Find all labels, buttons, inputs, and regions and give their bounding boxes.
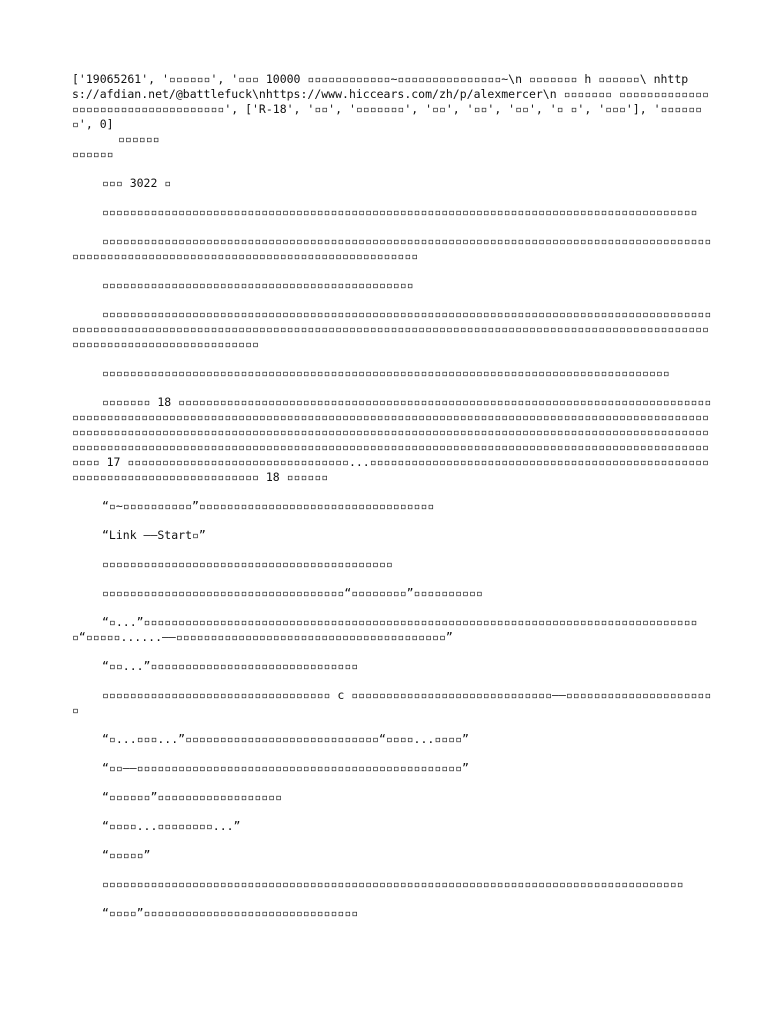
paragraph: ▫▫▫▫▫▫▫▫▫▫▫▫▫▫▫▫▫▫▫▫▫▫▫▫▫▫▫▫▫▫▫▫▫▫▫▫▫▫▫▫▫▫ <box>102 557 393 571</box>
document-author: ▫▫▫▫▫▫ <box>72 147 114 161</box>
paragraph: “▫▫——▫▫▫▫▫▫▫▫▫▫▫▫▫▫▫▫▫▫▫▫▫▫▫▫▫▫▫▫▫▫▫▫▫▫▫▫▫▫▫▫▫▫▫▫▫▫▫” <box>102 761 469 775</box>
paragraph: ▫▫▫▫▫▫▫▫▫▫▫▫▫▫▫▫▫▫▫▫▫▫▫▫▫▫▫▫▫▫▫▫▫▫▫▫▫▫▫▫▫▫▫▫▫▫▫▫▫▫▫▫▫▫▫▫▫▫▫▫▫▫▫▫▫▫▫▫▫▫▫▫▫▫▫▫▫▫▫▫▫▫▫▫▫▫ <box>102 205 698 219</box>
document-page <box>72 72 712 935</box>
paragraph: ▫▫▫▫▫▫▫▫▫▫▫▫▫▫▫▫▫▫▫▫▫▫▫▫▫▫▫▫▫▫▫▫▫▫▫▫▫▫▫▫▫▫▫▫▫▫▫▫▫▫▫▫▫▫▫▫▫▫▫▫▫▫▫▫▫▫▫▫▫▫▫▫▫▫▫▫▫▫▫▫▫▫ <box>102 366 670 380</box>
document-body <box>72 176 712 921</box>
paragraph: “▫▫▫▫...▫▫▫▫▫▫▫▫...” <box>102 819 241 833</box>
paragraph: “▫...▫▫▫...”▫▫▫▫▫▫▫▫▫▫▫▫▫▫▫▫▫▫▫▫▫▫▫▫▫▫▫▫“▫▫▫▫...▫▫▫▫” <box>102 732 469 746</box>
paragraph: “▫...”▫▫▫▫▫▫▫▫▫▫▫▫▫▫▫▫▫▫▫▫▫▫▫▫▫▫▫▫▫▫▫▫▫▫▫▫▫▫▫▫▫▫▫▫▫▫▫▫▫▫▫▫▫▫▫▫▫▫▫▫▫▫▫▫▫▫▫▫▫▫▫▫▫▫▫▫▫▫▫▫▫“▫▫▫▫▫......——▫▫▫▫▫▫▫▫▫▫▫▫▫▫▫▫▫▫▫▫▫▫▫▫▫▫▫▫▫▫▫▫▫▫▫▫▫▫▫” <box>72 615 698 644</box>
paragraph: ▫▫▫▫▫▫▫▫▫▫▫▫▫▫▫▫▫▫▫▫▫▫▫▫▫▫▫▫▫▫▫▫▫▫▫▫▫▫▫▫▫▫▫▫▫ <box>102 278 414 292</box>
document-title: ▫▫▫▫▫▫ <box>118 132 160 146</box>
paragraph: “▫▫▫▫▫▫”▫▫▫▫▫▫▫▫▫▫▫▫▫▫▫▫▫▫ <box>102 790 283 804</box>
paragraph: “▫▫▫▫▫” <box>102 848 151 862</box>
paragraph: ▫▫▫▫▫▫▫▫▫▫▫▫▫▫▫▫▫▫▫▫▫▫▫▫▫▫▫▫▫▫▫▫▫▫▫“▫▫▫▫▫▫▫▫”▫▫▫▫▫▫▫▫▫▫ <box>102 586 483 600</box>
paragraph: “▫~▫▫▫▫▫▫▫▫▫▫”▫▫▫▫▫▫▫▫▫▫▫▫▫▫▫▫▫▫▫▫▫▫▫▫▫▫▫▫▫▫▫▫▫▫ <box>102 499 435 513</box>
paragraph: ▫▫▫▫▫▫▫▫▫▫▫▫▫▫▫▫▫▫▫▫▫▫▫▫▫▫▫▫▫▫▫▫▫▫▫▫▫▫▫▫▫▫▫▫▫▫▫▫▫▫▫▫▫▫▫▫▫▫▫▫▫▫▫▫▫▫▫▫▫▫▫▫▫▫▫▫▫▫▫▫▫▫▫▫ <box>102 877 684 891</box>
paragraph: ▫▫▫▫▫▫▫▫▫▫▫▫▫▫▫▫▫▫▫▫▫▫▫▫▫▫▫▫▫▫▫▫▫ c ▫▫▫▫▫▫▫▫▫▫▫▫▫▫▫▫▫▫▫▫▫▫▫▫▫▫▫▫▫——▫▫▫▫▫▫▫▫▫▫▫▫▫▫▫▫▫▫▫▫▫▫ <box>72 688 712 717</box>
paragraph: ▫▫▫▫▫▫▫ 18 ▫▫▫▫▫▫▫▫▫▫▫▫▫▫▫▫▫▫▫▫▫▫▫▫▫▫▫▫▫▫▫▫▫▫▫▫▫▫▫▫▫▫▫▫▫▫▫▫▫▫▫▫▫▫▫▫▫▫▫▫▫▫▫▫▫▫▫▫▫▫▫▫▫▫▫▫▫▫▫▫▫▫▫▫▫▫▫▫▫▫▫▫▫▫▫▫▫▫▫▫▫▫▫▫▫▫▫▫▫▫▫▫▫▫▫▫▫▫▫▫▫▫▫▫▫▫▫▫▫▫▫▫▫▫▫▫▫▫▫▫▫▫▫▫▫▫▫▫▫▫▫▫▫▫▫▫▫▫▫▫▫▫▫▫▫▫▫▫▫▫▫▫▫▫▫▫▫▫▫▫▫▫▫▫▫▫▫▫▫▫▫▫▫▫▫▫▫▫▫▫▫▫▫▫▫▫▫▫▫▫▫▫▫▫▫▫▫▫▫▫▫▫▫▫▫▫▫▫▫▫▫▫▫▫▫▫▫▫▫▫▫▫▫▫▫▫▫▫▫▫▫▫▫▫▫▫▫▫▫▫▫▫▫▫▫▫▫▫▫▫▫▫▫▫▫▫▫▫▫▫▫▫▫▫▫▫▫▫▫▫▫▫▫▫▫▫▫▫▫▫▫▫▫▫▫▫▫▫▫▫▫▫▫▫▫▫▫▫▫▫▫▫▫▫▫▫▫▫▫▫▫▫▫▫▫▫▫▫▫▫▫▫▫▫▫▫▫▫▫▫▫▫▫▫▫▫▫ 17 ▫▫▫▫▫▫▫▫▫▫▫▫▫▫▫▫▫▫▫▫▫▫▫▫▫▫▫▫▫▫▫▫...▫▫▫▫▫▫▫▫▫▫▫▫▫▫▫▫▫▫▫▫▫▫▫▫▫▫▫▫▫▫▫▫▫▫▫▫▫▫▫▫▫▫▫▫▫▫▫▫▫▫▫▫▫▫▫▫▫▫▫▫▫▫▫▫▫▫▫▫▫▫▫▫▫▫▫▫ 18 ▫▫▫▫▫▫ <box>72 395 712 484</box>
paragraph: ▫▫▫▫▫▫▫▫▫▫▫▫▫▫▫▫▫▫▫▫▫▫▫▫▫▫▫▫▫▫▫▫▫▫▫▫▫▫▫▫▫▫▫▫▫▫▫▫▫▫▫▫▫▫▫▫▫▫▫▫▫▫▫▫▫▫▫▫▫▫▫▫▫▫▫▫▫▫▫▫▫▫▫▫▫▫▫▫▫▫▫▫▫▫▫▫▫▫▫▫▫▫▫▫▫▫▫▫▫▫▫▫▫▫▫▫▫▫▫▫▫▫▫▫▫▫▫▫▫▫▫▫▫▫▫▫▫▫▫▫▫▫▫▫▫▫▫▫▫▫▫▫▫▫▫▫▫▫▫▫▫▫▫▫▫▫▫▫▫▫▫▫▫▫▫▫▫▫▫▫▫▫▫▫▫▫▫▫▫▫▫▫▫▫▫▫▫▫▫▫▫▫▫▫▫▫▫ <box>72 307 712 351</box>
paragraph: “▫▫▫▫”▫▫▫▫▫▫▫▫▫▫▫▫▫▫▫▫▫▫▫▫▫▫▫▫▫▫▫▫▫▫▫ <box>102 906 359 920</box>
paragraph: ▫▫▫ 3022 ▫ <box>102 176 172 190</box>
metadata-header: ['19065261', '▫▫▫▫▫▫', '▫▫▫ 10000 ▫▫▫▫▫▫▫▫▫▫▫▫~▫▫▫▫▫▫▫▫▫▫▫▫▫▫▫~\n ▫▫▫▫▫▫▫ h ▫▫▫▫▫▫\ nhttps://afdian.net/@battlefuck\nhttps://www.hiccears.com/zh/p/alexmercer\n ▫▫▫▫▫▫▫ ▫▫▫▫▫▫▫▫▫▫▫▫▫▫▫▫▫▫▫▫▫▫▫▫▫▫▫▫▫▫▫▫▫▫▫', ['R-18', '▫▫', '▫▫▫▫▫▫▫', '▫▫', '▫▫', '▫▫', '▫ ▫', '▫▫▫'], '▫▫▫▫▫▫▫', 0] <box>72 72 709 131</box>
paragraph: ▫▫▫▫▫▫▫▫▫▫▫▫▫▫▫▫▫▫▫▫▫▫▫▫▫▫▫▫▫▫▫▫▫▫▫▫▫▫▫▫▫▫▫▫▫▫▫▫▫▫▫▫▫▫▫▫▫▫▫▫▫▫▫▫▫▫▫▫▫▫▫▫▫▫▫▫▫▫▫▫▫▫▫▫▫▫▫▫▫▫▫▫▫▫▫▫▫▫▫▫▫▫▫▫▫▫▫▫▫▫▫▫▫▫▫▫▫▫▫▫▫▫▫▫▫▫▫▫▫▫▫▫▫▫▫▫▫▫ <box>72 234 712 263</box>
paragraph: “Link ——Start▫” <box>102 528 206 542</box>
paragraph: “▫▫...”▫▫▫▫▫▫▫▫▫▫▫▫▫▫▫▫▫▫▫▫▫▫▫▫▫▫▫▫▫▫ <box>102 659 359 673</box>
